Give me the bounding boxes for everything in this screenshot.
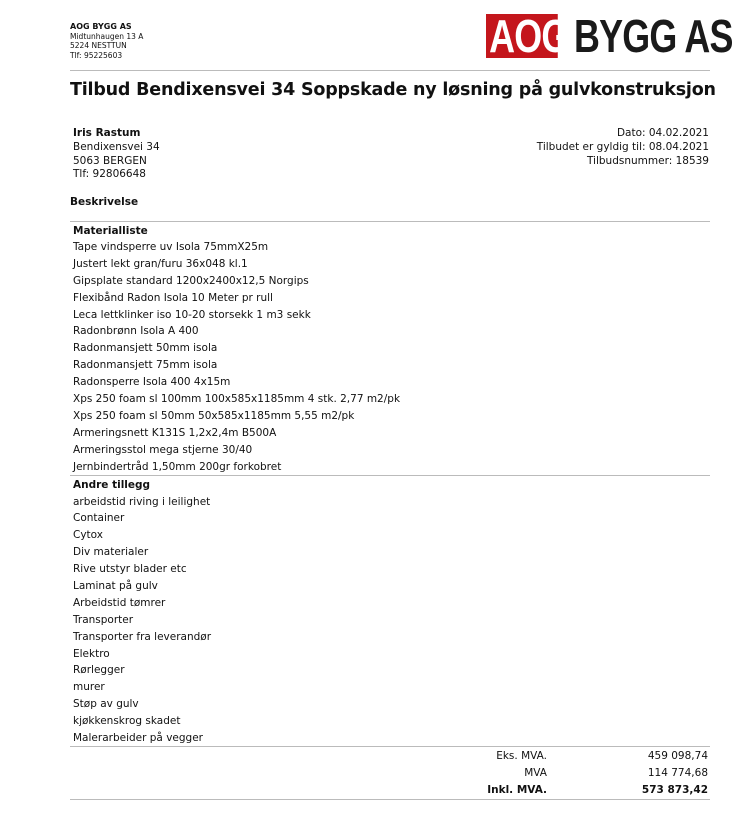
list-item: Armeringsstol mega stjerne 30/40 <box>73 443 253 456</box>
list-item: Flexibånd Radon Isola 10 Meter pr rull <box>73 291 273 304</box>
company-phone: Tlf: 95225603 <box>70 50 123 60</box>
customer-phone: Tlf: 92806648 <box>73 168 146 181</box>
list-item: Leca lettklinker iso 10-20 storsekk 1 m3 sekk <box>73 308 311 321</box>
company-info <box>70 22 143 60</box>
list-item: murer <box>73 681 105 694</box>
footer-divider <box>70 799 710 800</box>
list-item: Rive utstyr blader etc <box>73 563 187 576</box>
list-item: Justert lekt gran/furu 36x048 kl.1 <box>73 257 248 270</box>
total-vat-value: 114 774,68 <box>647 767 708 779</box>
customer-info <box>73 127 160 182</box>
total-vat-row <box>440 765 708 782</box>
list-item: Arbeidstid tømrer <box>73 596 166 609</box>
list-item: Tape vindsperre uv Isola 75mmX25m <box>73 241 269 253</box>
header-divider <box>70 70 710 71</box>
list-item: Container <box>73 512 125 525</box>
total-vat-label: MVA <box>524 767 547 779</box>
offer-valid-until: Tilbudet er gyldig til: 08.04.2021 <box>536 140 709 153</box>
description-heading: Beskrivelse <box>70 196 139 208</box>
customer-postal: 5063 BERGEN <box>73 154 147 167</box>
total-ex-vat-label: Eks. MVA. <box>496 750 547 762</box>
list-item: Radonmansjett 75mm isola <box>73 359 218 372</box>
extras-heading: Andre tillegg <box>73 479 151 491</box>
company-address: Midtunhaugen 13 A <box>70 31 144 41</box>
list-item: Radonbrønn Isola A 400 <box>73 325 199 338</box>
total-inc-vat-row <box>440 782 708 799</box>
list-item: Malerarbeider på vegger <box>73 731 203 744</box>
list-item: Støp av gulv <box>73 698 139 711</box>
description-divider <box>70 221 710 222</box>
list-item: Rørlegger <box>73 664 125 677</box>
offer-date: Dato: 04.02.2021 <box>616 127 709 139</box>
total-inc-vat-label: Inkl. MVA. <box>487 784 547 796</box>
list-item: Div materialer <box>73 546 149 559</box>
totals-divider <box>70 746 710 747</box>
list-item: Transporter fra leverandør <box>73 630 212 643</box>
list-item: Radonsperre Isola 400 4x15m <box>73 376 231 389</box>
list-item: Laminat på gulv <box>73 579 158 592</box>
customer-name: Iris Rastum <box>73 127 141 139</box>
list-item: Cytox <box>73 529 103 542</box>
total-ex-vat-row <box>440 748 708 765</box>
list-item: kjøkkenskrog skadet <box>73 715 181 728</box>
company-logo <box>486 10 750 62</box>
offer-meta <box>537 127 709 168</box>
total-ex-vat-value: 459 098,74 <box>647 750 708 762</box>
customer-address: Bendixensvei 34 <box>73 140 160 153</box>
company-name: AOG BYGG AS <box>70 22 132 31</box>
list-item: arbeidstid riving i leilighet <box>73 495 211 508</box>
list-item: Elektro <box>73 647 110 660</box>
page-title: Tilbud Bendixensvei 34 Soppskade ny løsning på gulvkonstruksjon <box>70 80 716 100</box>
logo-part-aog: AOG <box>486 14 558 58</box>
list-item: Transporter <box>73 613 134 626</box>
list-item: Armeringsnett K131S 1,2x2,4m B500A <box>73 426 277 439</box>
totals-block <box>440 748 708 799</box>
list-item: Xps 250 foam sl 50mm 50x585x1185mm 5,55 m2/pk <box>73 409 355 422</box>
list-item: Gipsplate standard 1200x2400x12,5 Norgips <box>73 274 309 287</box>
logo-part-bygg: BYGG AS <box>574 10 733 62</box>
materials-list <box>73 239 400 475</box>
materials-divider <box>70 475 710 476</box>
list-item: Xps 250 foam sl 100mm 100x585x1185mm 4 stk. 2,77 m2/pk <box>73 393 401 406</box>
company-postal: 5224 NESTTUN <box>70 41 127 51</box>
list-item: Jernbindertråd 1,50mm 200gr forkobret <box>73 460 282 473</box>
materials-heading: Materialliste <box>73 225 148 237</box>
extras-list <box>73 494 211 747</box>
offer-number: Tilbudsnummer: 18539 <box>586 154 709 167</box>
list-item: Radonmansjett 50mm isola <box>73 342 218 355</box>
total-inc-vat-value: 573 873,42 <box>641 784 708 796</box>
